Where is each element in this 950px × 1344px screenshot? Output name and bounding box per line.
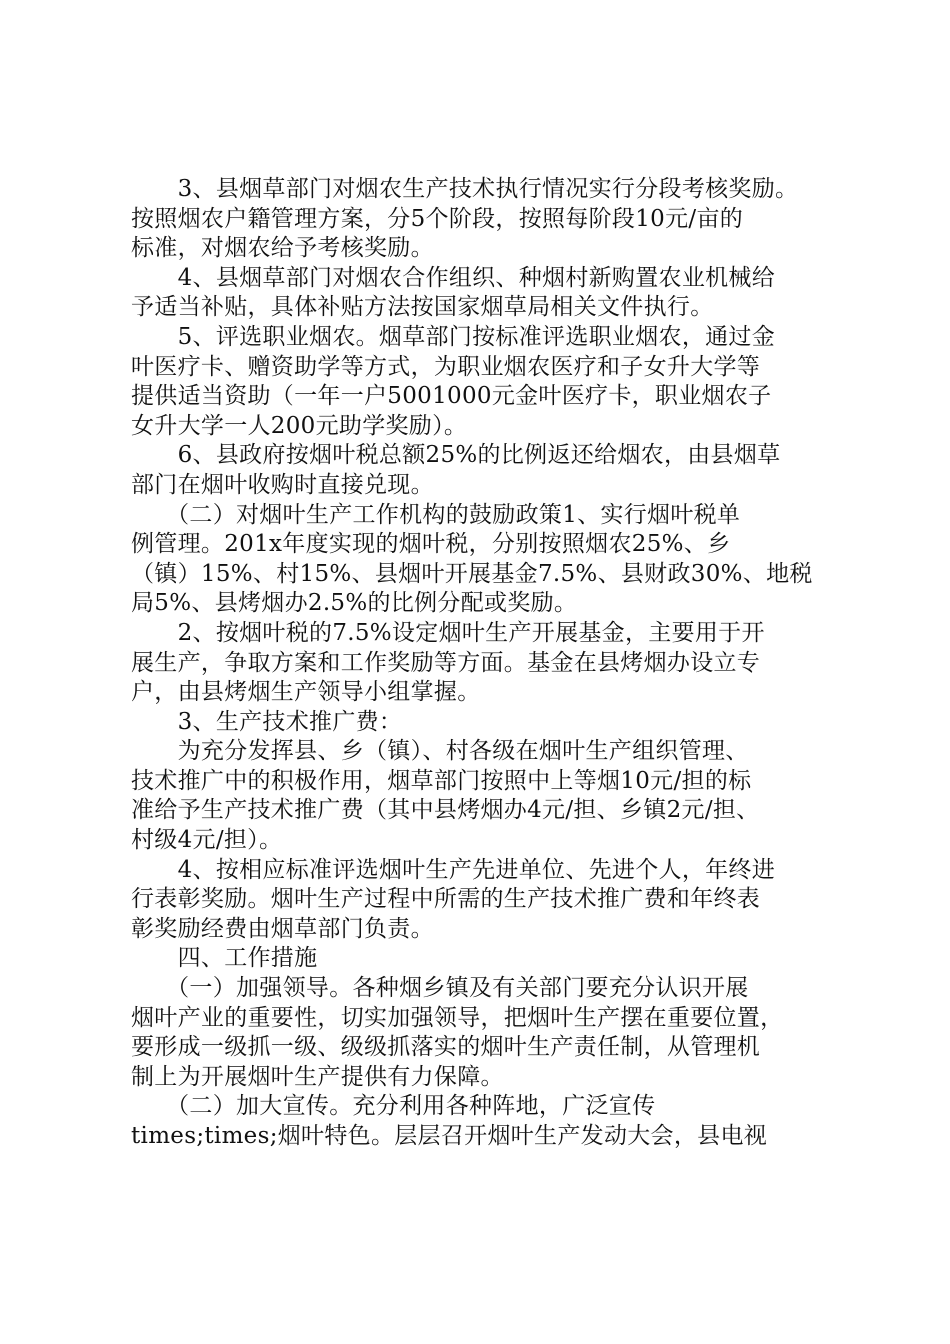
text-line: 彰奖励经费由烟草部门负责。: [131, 915, 434, 942]
text-line: 标准，对烟农给予考核奖励。: [131, 235, 434, 262]
text-line: 为充分发挥县、乡（镇）、村各级在烟叶生产组织管理、: [131, 738, 749, 765]
text-line: times;times;烟叶特色。层层召开烟叶生产发动大会，县电视: [131, 1123, 768, 1149]
text-line: 烟叶产业的重要性，切实加强领导，把烟叶生产摆在重要位置，: [131, 1004, 784, 1031]
text-line: 制上为开展烟叶生产提供有力保障。: [131, 1063, 504, 1090]
text-line: 要形成一级抓一级、级级抓落实的烟叶生产责任制，从管理机: [131, 1034, 761, 1061]
text-line: 例管理。201x年度实现的烟叶税，分别按照烟农25%、乡: [131, 531, 731, 558]
text-line: 准给予生产技术推广费（其中县烤烟办4元/担、乡镇2元/担、: [131, 797, 760, 824]
text-line: 3、生产技术推广费：: [131, 708, 403, 735]
text-line: 部门在烟叶收购时直接兑现。: [131, 471, 434, 498]
text-line: 4、县烟草部门对烟农合作组织、种烟村新购置农业机械给: [131, 264, 776, 291]
text-line: 叶医疗卡、赠资助学等方式，为职业烟农医疗和子女升大学等: [131, 353, 761, 380]
text-line: 技术推广中的积极作用，烟草部门按照中上等烟10元/担的标: [131, 767, 752, 794]
text-line: （二）对烟叶生产工作机构的鼓励政策1、实行烟叶税单: [131, 501, 741, 528]
text-line: 行表彰奖励。烟叶生产过程中所需的生产技术推广费和年终表: [131, 886, 761, 913]
text-line: 按照烟农户籍管理方案，分5个阶段，按照每阶段10元/亩的: [131, 205, 744, 232]
text-line: 村级4元/担）。: [131, 827, 283, 854]
section-heading: 四、工作措施: [131, 945, 318, 972]
text-line: 局5%、县烤烟办2.5%的比例分配或奖励。: [131, 590, 578, 617]
text-line: 女升大学一人200元助学奖励）。: [131, 412, 468, 439]
text-line: （二）加大宣传。充分利用各种阵地，广泛宣传: [131, 1093, 656, 1120]
text-line: 户，由县烤烟生产领导小组掌握。: [131, 679, 481, 706]
text-line: 展生产，争取方案和工作奖励等方面。基金在县烤烟办设立专: [131, 649, 761, 676]
text-line: 4、按相应标准评选烟叶生产先进单位、先进个人，年终进: [131, 856, 776, 883]
text-line: （一）加强领导。各种烟乡镇及有关部门要充分认识开展: [131, 975, 749, 1002]
text-line: 2、按烟叶税的7.5%设定烟叶生产开展基金，主要用于开: [131, 619, 765, 646]
text-line: 3、县烟草部门对烟农生产技术执行情况实行分段考核奖励。: [131, 176, 799, 202]
text-line: 予适当补贴，具体补贴方法按国家烟草局相关文件执行。: [131, 294, 714, 321]
text-line: 6、县政府按烟叶税总额25%的比例返还给烟农，由县烟草: [131, 442, 781, 469]
text-line: 5、评选职业烟农。烟草部门按标准评选职业烟农，通过金: [131, 323, 776, 350]
text-line: （镇）15%、村15%、县烟叶开展基金7.5%、县财政30%、地税: [131, 560, 813, 587]
text-line: 提供适当资助（一年一户5001000元金叶医疗卡，职业烟农子: [131, 383, 772, 410]
document-body: [131, 175, 831, 1152]
